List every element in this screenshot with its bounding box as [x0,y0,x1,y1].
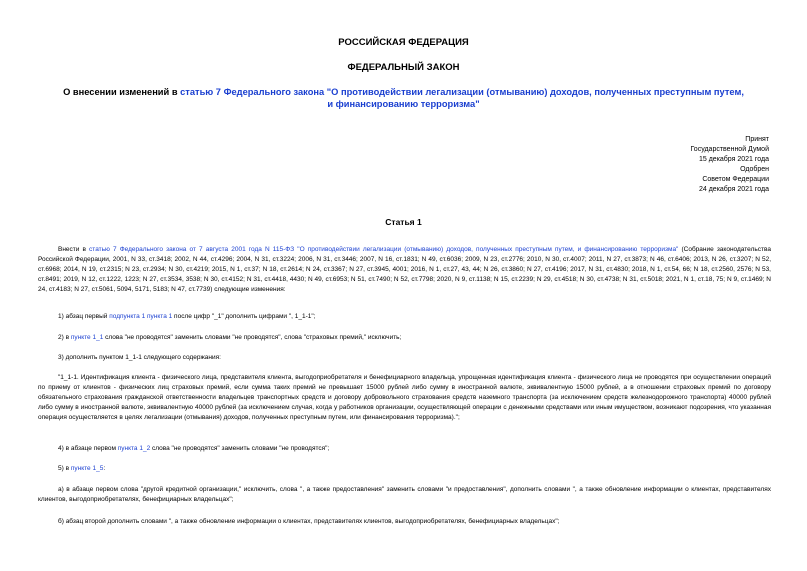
item-text: : [103,465,106,472]
intro-text: (Собрание законодательства Российской Федерации, 2001, N 33, ст.3418; 2002, N 44, ст.4296; 2004, N 31, ст.3224; 2006, N 31, ст.3446; 2007, N 16, ст.1831; N 49, ст.6036; 2009, N 23, ст.2776; 2010, N 30, ст.4007; 2011, N 27, ст.3873; N 46, ст.6406; 2013, N 26, ст.3207; N 52, ст.6968; 2014, N 19, ст.2315; N 23, ст.2934; N 30, ст.4219; 2015, N 1, ст.37; N 18, ст.2614; N 24, ст.3367; N 27, ст.3945, 4001; 2016, N 1, ст.27, 43, 44; N 26, ст.3860; N 27, ст.4196; 2017, N 31, ст.4830; 2018, N 1, ст.54, 66; N 18, ст.2560, 2576; N 53, ст.8491; 2019, N 12, ст.1222, 1223; N 27, ст.3534, 3538; N 30, ст.4152; N 31, ст.4418, 4430; N 49, ст.6953; N 51, ст.7490; N 52, ст.7798; 2020, N 9, ст.1138; N 15, ст.2239; N 29, ст.4518; N 30, ст.4738; N 31, ст.5018; 2021, N 1, ст.18, 75; N 9, ст.1469; N 24, ст.4183; N 27, ст.5061, 5094, 5171, 5183; N 47, ст.7739) следующие изменения: [38,246,771,293]
item-text: 4) в абзаце первом [58,445,118,452]
item-text: слова "не проводятся" заменить словами "не проводятся"; [150,445,330,452]
approval-line: Советом Федерации [702,176,769,183]
quoted-paragraph: "1_1-1. Идентификация клиента - физического лица, представителя клиента, выгодоприобретателя и бенефициарного владельца, упрощенная идентификация клиента - физического лица не проводятся при осуществлении операций по приему от клиентов - физических лиц страховых премий, если сумма таких премий не превышает 15000 рублей либо сумму в иностранной валюте, эквивалентную 15000 рублей, а в отношении страховых премий по договору обязательного страхования гражданской ответственности владельцев транспортных средств и договору добровольного страхования средств наземного транспорта (за исключением средств железнодорожного транспорта) 40000 рублей либо сумму в иностранной валюте, эквивалентную 40000 рублей (за исключением случая, когда у работников организации, осуществляющей операции с денежными средствами или иным имуществом, возникают подозрения, что указанная операция осуществляется в целях легализации (отмывания) доходов, полученных преступным путем, или финансирования терроризма)."; [38,374,771,421]
law-title-link[interactable]: статью 7 Федерального закона "О противодействии легализации (отмыванию) доходов, полученных преступным путем, и финансированию терроризма" [180,87,744,109]
list-item [38,333,771,343]
list-item [38,444,771,454]
article-heading: Статья 1 [385,217,422,227]
adoption-block [690,135,769,195]
approval-line: Одобрен [740,166,769,173]
country-heading: РОССИЙСКАЯ ФЕДЕРАЦИЯ [338,37,469,48]
document-type-heading: ФЕДЕРАЛЬНЫЙ ЗАКОН [347,62,460,73]
adoption-line: Государственной Думой [690,146,769,153]
sub-item: б) абзац второй дополнить словами ", а также обновление информации о клиентах, представителях клиентов, выгодоприобретателях, бенефициарных владельцах"; [58,518,560,525]
adoption-date: 15 декабря 2021 года [698,156,769,163]
intro-text: Внести в [58,246,90,253]
approval-date: 24 декабря 2021 года [698,186,769,193]
item-text: слова "не проводятся" заменить словами "не проводятся", слова "страховых премий," исключить; [103,334,402,341]
item-text: 1) абзац первый [58,313,110,320]
item2-link[interactable]: пункте 1_1 [70,334,104,341]
adoption-line: Принят [745,136,769,143]
intro-law-link[interactable]: статью 7 Федерального закона от 7 августа 2001 года N 115-ФЗ "О противодействии легализации (отмыванию) доходов, полученных преступным путем, и финансированию терроризма" [89,246,679,253]
list-item [38,312,771,322]
list-item: 3) дополнить пунктом 1_1-1 следующего содержания: [58,354,221,361]
item1-link[interactable]: подпункта 1 пункта 1 [109,313,173,320]
sub-item: а) в абзаце первом слова "другой кредитной организации," исключить, слова ", а также предоставления" заменить словами "и предоставления", дополнить словами ", а также обновление информации о клиентах, представителях клиентов, выгодоприобретателях, бенефициарных владельцах"; [38,486,771,503]
item-text: 2) в [58,334,71,341]
item5-link[interactable]: пункте 1_5 [70,465,104,472]
list-item [38,464,771,474]
item4-link[interactable]: пункта 1_2 [117,445,151,452]
article-intro [38,245,771,295]
law-title-prefix: О внесении изменений в [63,87,181,97]
item-text: 5) в [58,465,71,472]
item-text: после цифр "_1" дополнить цифрами ", 1_1-1"; [172,313,316,320]
law-title [60,86,747,110]
